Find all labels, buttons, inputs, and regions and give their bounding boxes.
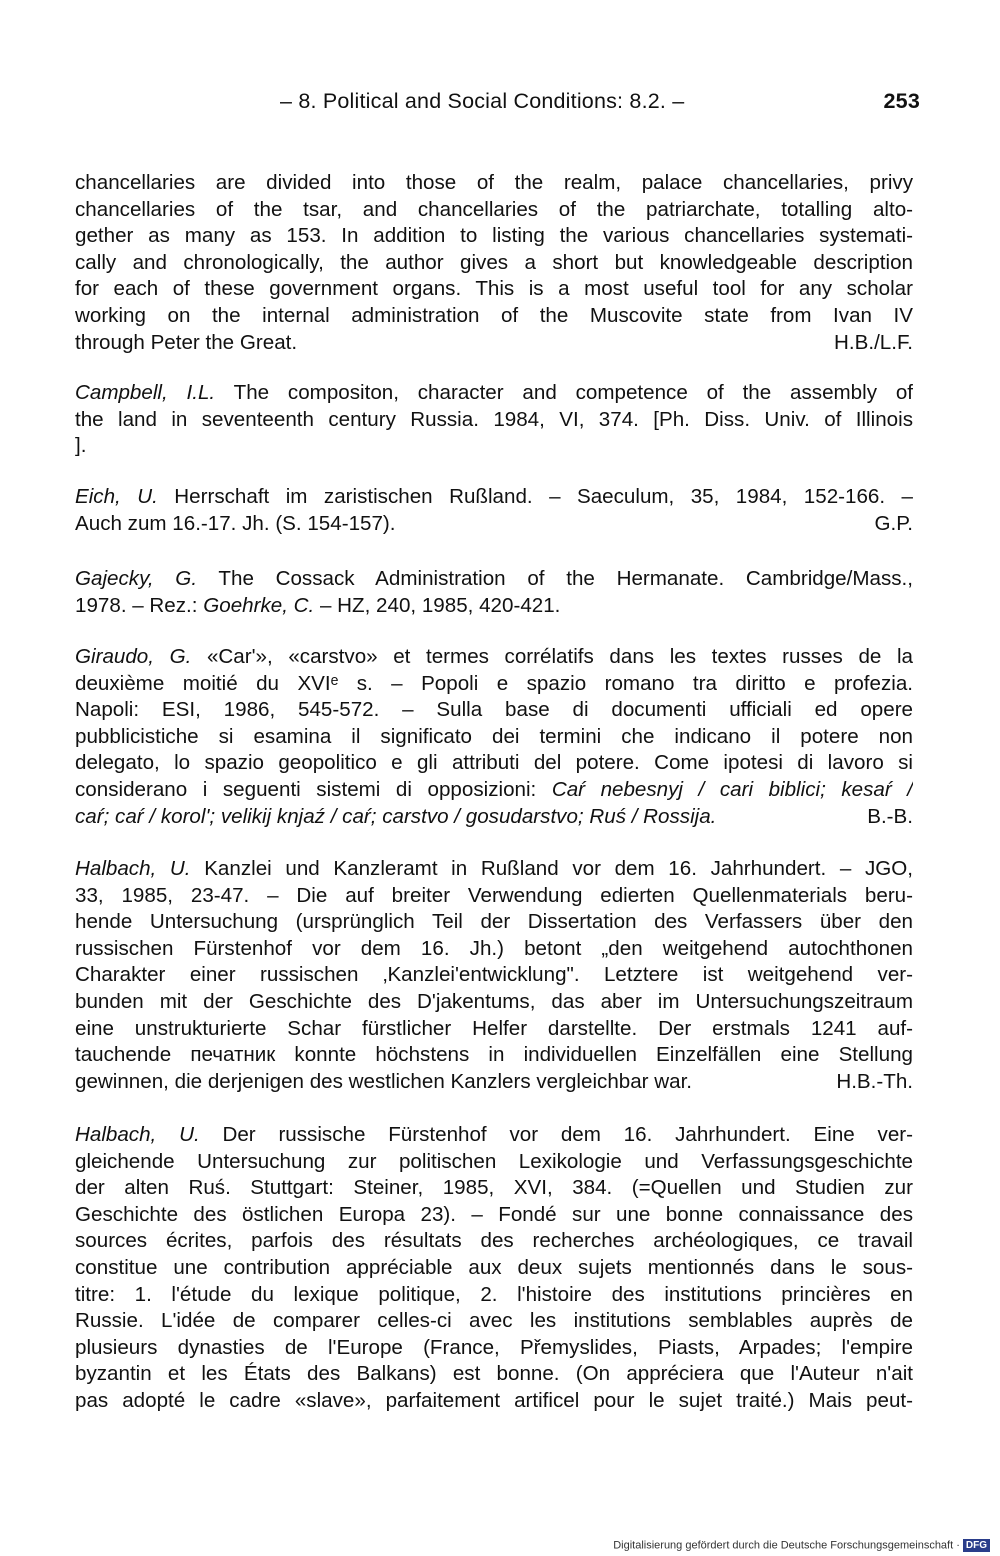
text-line [75,511,913,538]
text-line: 33, 1985, 23-47. – Die auf breiter Verwendung edierten Quellenmaterials beru- [75,883,913,907]
text-line: tauchende печатник konnte höchstens in individuellen Einzelfällen eine Stellung [75,1043,913,1067]
entry-last-line: through Peter the Great. [75,330,298,354]
reviewer-name: Goehrke, C. [203,593,315,617]
bibliography-entry [75,484,913,537]
text-line: Campbell, I.L. The compositon, character and competence of the assembly of [75,381,913,404]
bibliography-entry [75,644,913,830]
entry-last-line: gewinnen, die derjenigen des westlichen Kanzlers vergleichbar war. [75,1069,693,1093]
entry-last-line: caŕ; caŕ / korol'; velikij knjaź / caŕ; carstvo / gosudarstvo; Ruś / Rossija. [75,804,717,828]
text-line: chancellaries of the tsar, and chancellaries of the patriarchate, totalling alto- [75,197,913,221]
bibliography-entry [75,170,913,356]
header-title: – 8. Political and Social Conditions: 8.2. – [280,89,685,113]
text-line [75,804,913,831]
text-line: Halbach, U. Kanzlei und Kanzleramt in Rußland vor dem 16. Jahrhundert. – JGO, [75,857,913,880]
entry-author: Giraudo, G. [75,645,192,668]
page-number: 253 [883,89,920,113]
text-line: ]. [75,434,87,458]
text-line: Gajecky, G. The Cossack Administration of the Hermanate. Cambridge/Mass., [75,567,913,590]
text-line: plusieurs dynasties de l'Europe (France, Přemyslides, Piasts, Arpades; l'empire [75,1335,913,1359]
text-line: delegato, lo spazio geopolitico e gli attributi del potere. Come ipotesi di lavoro si [75,751,913,775]
bibliography-entry [75,856,913,1095]
text-line: Geschichte des östlichen Europa 23). – Fondé sur une bonne connaissance des [75,1202,913,1226]
text-line: cally and chronologically, the author gives a short but knowledgeable description [75,250,913,274]
text-line: Charakter einer russischen ‚Kanzlei'entwicklung". Letztere ist weitgehend ver- [75,963,913,987]
digitization-footer [613,1539,990,1552]
reviewer-signature: G.P. [874,511,913,535]
text-line [75,330,913,357]
text-line: Russie. L'idée de comparer celles-ci avec les institutions semblables auprès de [75,1309,913,1333]
text-line: constitue une contribution appréciable aux deux sujets mentionnés dans le sous- [75,1255,913,1279]
text-line: titre: 1. l'étude du lexique politique, 2. l'histoire des institutions princières en [75,1282,913,1306]
text-line: working on the internal administration of the Muscovite state from Ivan IV [75,303,913,327]
text-line: 1978. – Rez.: Goehrke, C. – HZ, 240, 1985, 420-421. [75,593,561,617]
dfg-logo: DFG [963,1539,990,1552]
text-line: pas adopté le cadre «slave», parfaitement artificel pour le sujet traité.) Mais peut- [75,1388,913,1412]
text-line: byzantin et les États des Balkans) est bonne. (On appréciera que l'Auteur n'ait [75,1362,913,1386]
text-line: der alten Ruś. Stuttgart: Steiner, 1985, XVI, 384. (=Quellen und Studien zur [75,1176,913,1200]
bibliography-entry [75,566,913,619]
text-line: sources écrites, parfois des résultats des recherches archéologiques, ce travail [75,1229,913,1253]
entry-last-line: Auch zum 16.-17. Jh. (S. 154-157). [75,511,396,535]
text-line: for each of these government organs. This is a most useful tool for any scholar [75,277,913,301]
text-line: gether as many as 153. In addition to listing the various chancellaries systemati- [75,224,913,248]
bibliography-entry [75,380,913,460]
entry-author: Eich, U. [75,485,158,508]
entry-author: Gajecky, G. [75,567,198,590]
footer-text: Digitalisierung gefördert durch die Deutsche Forschungsgemeinschaft · [613,1539,960,1552]
text-line: considerano i seguenti sistemi di opposizioni: Caŕ nebesnyj / cari biblici; kesaŕ / [75,777,913,801]
reviewer-signature: H.B.-Th. [836,1069,913,1093]
text-line: chancellaries are divided into those of the realm, palace chancellaries, privy [75,171,913,194]
text-line: eine unstrukturierte Schar fürstlicher Helfer darstellte. Der erstmals 1241 auf- [75,1016,913,1040]
text-line: russischen Fürstenhof vor dem 16. Jh.) betont „den weitgehend autochthonen [75,936,913,960]
bibliography-entry [75,1122,913,1415]
text-line: hende Untersuchung (ursprünglich Teil der Dissertation des Verfassers über den [75,910,913,934]
running-header [240,86,920,122]
text-line: pubblicistiche si esamina il significato dei termini che indicano il potere non [75,724,913,748]
text-line: Giraudo, G. «Car'», «carstvo» et termes corrélatifs dans les textes russes de la [75,645,913,668]
reviewer-signature: H.B./L.F. [834,330,913,354]
text-line: Halbach, U. Der russische Fürstenhof vor dem 16. Jahrhundert. Eine ver- [75,1123,913,1146]
text-line: the land in seventeenth century Russia. 1984, VI, 374. [Ph. Diss. Univ. of Illinois [75,407,913,431]
text-line [75,1069,913,1096]
text-line: gleichende Untersuchung zur politischen Lexikologie und Verfassungsgeschichte [75,1149,913,1173]
entry-author: Halbach, U. [75,857,191,880]
entry-author: Campbell, I.L. [75,381,216,404]
text-line: deuxième moitié du XVIᵉ s. – Popoli e spazio romano tra diritto e profezia. [75,671,913,695]
text-line: Eich, U. Herrschaft im zaristischen Rußland. – Saeculum, 35, 1984, 152-166. – [75,485,913,508]
entry-author: Halbach, U. [75,1123,200,1146]
text-line: Napoli: ESI, 1986, 545-572. – Sulla base di documenti ufficiali ed opere [75,698,913,722]
reviewer-signature: B.-B. [867,804,913,828]
text-line: bunden mit der Geschichte des D'jakentums, das aber im Untersuchungszeitraum [75,989,913,1013]
